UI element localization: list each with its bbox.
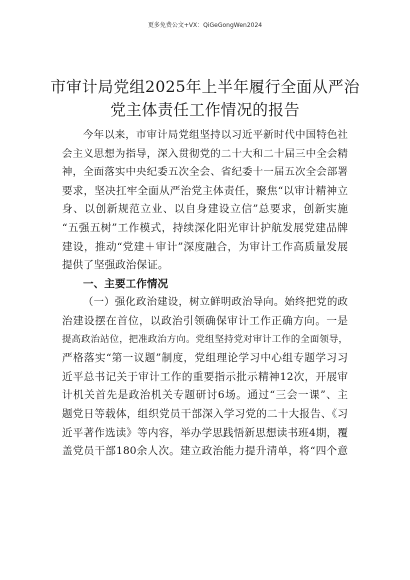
body-line: 严格落实“第一议题”制度，党组理论学习中心组专题学习习: [62, 352, 348, 365]
body-line: 建设，推动“党建＋审计”深度融合，为审计工作高质量发展: [62, 240, 348, 253]
document-title: [48, 76, 362, 122]
section-heading: 一、主要工作情况: [83, 277, 169, 290]
body-line: 要求，坚决扛牢全面从严治党主体责任，聚焦“以审计精神立: [62, 184, 348, 197]
title-line-2: 党主体责任工作情况的报告: [110, 101, 300, 119]
body-line: 身、以创新规范立业、以自身建设立信”总要求，创新实施: [62, 203, 348, 216]
body-line: 提高政治站位，把准政治方向。党组坚持党对审计工作的全面领导，: [62, 333, 348, 345]
body-line: 今年以来，市审计局党组坚持以习近平新时代中国特色社: [83, 129, 348, 141]
body-line: 近平总书记关于审计工作的重要指示批示精神12次，开展审: [62, 370, 348, 383]
document-body: [62, 126, 348, 461]
body-line: 近平著作选读》等内容，举办学思践悟新思想读书班4期，覆: [62, 426, 348, 439]
body-line: 会主义思想为指导，深入贯彻党的二十大和二十届三中全会精: [62, 147, 348, 160]
watermark-text: 更多免费公文+VX：QiGeGongWen2024: [147, 22, 263, 29]
body-line: 提供了坚强政治保证。: [62, 259, 169, 272]
body-line: 计机关首先是政治机关专题研讨6场。通过“三会一课”、主: [62, 389, 348, 402]
body-line: （一）强化政治建设，树立鲜明政治导向。始终把党的政: [83, 296, 348, 309]
body-line: “五强五树”工作模式，持续深化阳光审计护航发展党建品牌: [62, 221, 348, 234]
title-line-1: 市审计局党组2025年上半年履行全面从严治: [50, 78, 360, 96]
body-line: 神，全面落实中央纪委五次全会、省纪委十一届五次全会部署: [62, 166, 348, 179]
body-line: 治建设摆在首位，以政治引领确保审计工作正确方向。一是: [62, 314, 348, 327]
body-line: 盖党员干部180余人次。建立政治能力提升清单，将“四个意: [62, 445, 348, 458]
body-line: 题党日等载体，组织党员干部深入学习党的二十大报告、《习: [62, 407, 348, 420]
